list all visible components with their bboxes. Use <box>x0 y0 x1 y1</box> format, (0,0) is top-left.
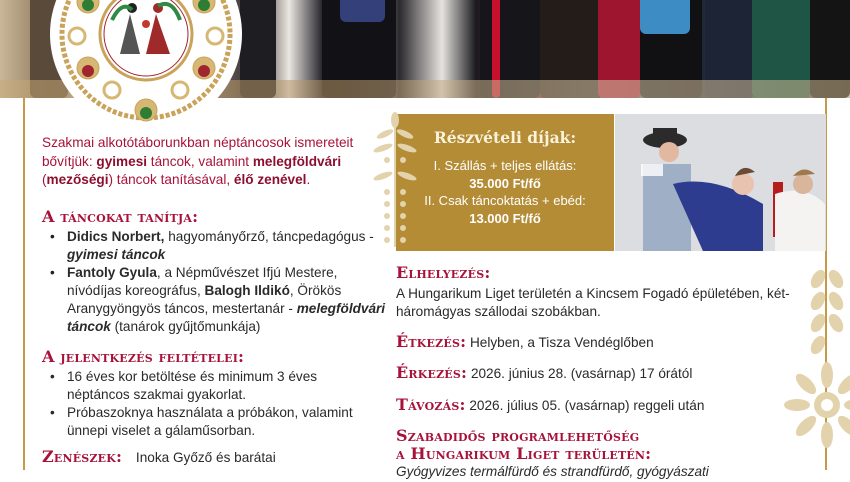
folk-flower-ornament-icon <box>806 265 850 465</box>
fee-option-2-label: II. Csak táncoktatás + ebéd: <box>424 193 586 208</box>
leisure-title-line2: a Hungarikum Liget területén: <box>396 444 652 463</box>
fees-title: Részvételi díjak: <box>433 128 577 147</box>
fees-box <box>396 114 614 251</box>
teachers-list <box>48 228 388 336</box>
departure-row <box>396 396 816 416</box>
arrival-label: Érkezés: <box>396 363 468 382</box>
apply-conditions-list <box>48 368 378 440</box>
accommodation-label: Elhelyezés: <box>396 263 491 282</box>
meals-row <box>396 333 816 353</box>
arrival-value: 2026. június 28. (vasárnap) 17 órától <box>470 366 693 381</box>
list-item: • 16 éves kor betöltése és minimum 3 éves néptáncos szakmai gyakorlat. <box>48 368 378 404</box>
accommodation-value: A Hungarikum Liget területén a Kincsem Fogadó épületében, két-háromágyas szállodai szobákban. <box>396 285 790 319</box>
leaf-branch-icon <box>373 112 413 252</box>
departure-value: 2026. július 05. (vasárnap) reggeli után <box>469 398 705 413</box>
fee-option-2-price: 13.000 Ft/fő <box>469 210 541 226</box>
leisure-title-line1: Szabadidős programlehetőség <box>396 426 640 445</box>
teachers-heading: A táncokat tanítja: <box>42 207 199 226</box>
arrival-row <box>396 364 816 384</box>
leisure-block <box>396 427 816 482</box>
list-item: • Próbaszoknya használata a próbákon, valamint ünnepi viselet a gálaműsorban. <box>48 404 378 440</box>
meals-label: Étkezés: <box>396 332 467 351</box>
musicians-value: Inoka Győző és barátai <box>135 450 276 465</box>
departure-label: Távozás: <box>396 395 466 414</box>
frame-line-left <box>23 98 25 470</box>
musicians-label: Zenészek: <box>42 447 123 466</box>
list-item: • Didics Norbert, hagyományőrző, táncpedagógus - gyimesi táncok <box>48 228 388 264</box>
fee-option-1-price: 35.000 Ft/fő <box>469 175 541 191</box>
list-item: • Fantoly Gyula, a Népművészet Ifjú Mestere, nívódíjas koreográfus, Balogh Ildikó, Örökös Aranygyöngyös táncos, mestertanár - melegföldvári táncok (tanárok gyűjtőmunkája) <box>48 264 388 336</box>
apply-conditions-heading: A jelentkezés feltételei: <box>42 347 245 366</box>
meals-value: Helyben, a Tisza Vendéglőben <box>469 335 654 350</box>
dancing-couple-photo <box>615 114 826 251</box>
emblem-icon <box>52 0 240 128</box>
folk-emblem-logo <box>52 0 240 128</box>
fee-option-1-label: I. Szállás + teljes ellátás: <box>433 158 577 173</box>
musicians-row <box>42 447 276 466</box>
intro-text: Szakmai alkotótáborunkban néptáncosok ismereteit bővítjük: gyimesi táncok, valamint melegföldvári (mezőségi) táncok tanításával, élő zenével. <box>42 135 354 187</box>
leisure-value: Gyógyvizes termálfürdő és strandfürdő, gyógyászati <box>396 464 709 479</box>
accommodation-block <box>396 264 816 322</box>
